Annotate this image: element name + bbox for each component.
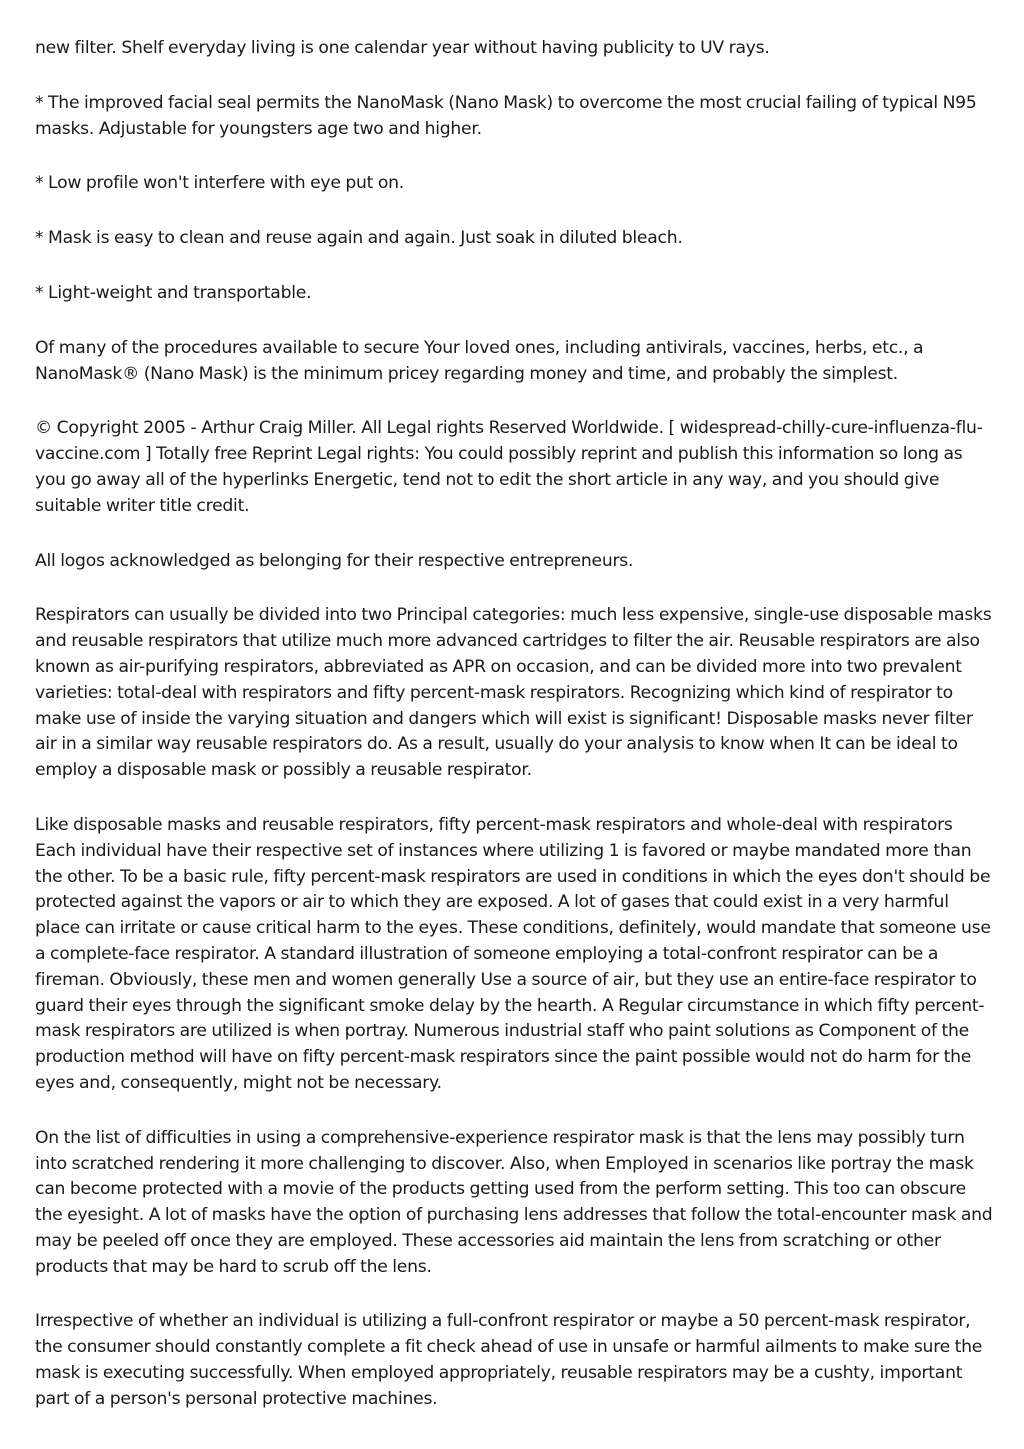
paragraph-procedures: Of many of the procedures available to secure Your loved ones, including antivirals, vaccines, herbs, etc., a NanoMask® (Nano Mask) is the minimum pricey regarding money and time, and probably the simplest. (35, 337, 924, 384)
paragraph-filter-shelf-life: new filter. Shelf everyday living is one calendar year without having publicity to UV rays. (35, 38, 770, 58)
paragraph-logos: All logos acknowledged as belonging for their respective entrepreneurs. (35, 550, 634, 571)
paragraph-easy-clean: * Mask is easy to clean and reuse again and again. Just soak in diluted bleach. (35, 228, 683, 249)
paragraph-facial-seal: * The improved facial seal permits the NanoMask (Nano Mask) to overcome the most crucial failing of typical N95 masks. Adjustable for youngsters age two and higher. (35, 92, 977, 139)
paragraph-lens-difficulties: On the list of difficulties in using a comprehensive-experience respirator mask is that the lens may possibly turn into scratched rendering it more challenging to discover. Also, when Employed in scenarios like portray the mask can become protected with a movie of the products getting used from the perform setting. This too can obscure the eyesight. A lot of masks have the option of purchasing lens addresses that follow the total-encounter mask and may be peeled off once they are employed. These accessories aid maintain the lens from scratching or other products that may be hard to scrub off the lens. (35, 1127, 993, 1277)
paragraph-half-vs-full-mask: Like disposable masks and reusable respirators, fifty percent-mask respirators and whole-deal with respirators Each individual have their respective set of instances where utilizing 1 is favored or maybe mandated more than the other. To be a basic rule, fifty percent-mask respirators are used in conditions in which the eyes don't should be protected against the vapors or air to which they are exposed. A lot of gases that could exist in a very harmful place can irritate or cause critical harm to the eyes. These conditions, definitely, would mandate that someone use a complete-face respirator. A standard illustration of someone employing a total-confront respirator can be a fireman. Obviously, these men and women generally Use a source of air, but they use an entire-face respirator to guard their eyes through the significant smoke delay by the hearth. A Regular circumstance in which fifty percent-mask respirators are utilized is when portray. Numerous industrial staff who paint solutions as Component of the production method will have on fifty percent-mask respirators since the paint possible would not do harm for the eyes and, consequently, might not be necessary. (35, 814, 991, 1093)
paragraph-copyright: © Copyright 2005 - Arthur Craig Miller. All Legal rights Reserved Worldwide. [ widespread-chilly-cure-influenza-flu-vaccine.com ] Totally free Reprint Legal rights: You could possibly reprint and publish this information so long as you go away all of the hyperlinks Energetic, tend not to edit the short article in any way, and you should give suitable writer title credit. (35, 418, 983, 516)
paragraph-fit-check: Irrespective of whether an individual is utilizing a full-confront respirator or maybe a 50 percent-mask respirator, the consumer should constantly complete a fit check ahead of use in unsafe or harmful ailments to make sure the mask is executing successfully. When employed appropriately, reusable respirators may be a cushty, important part of a person's personal protective machines. (35, 1311, 983, 1409)
paragraph-low-profile: * Low profile won't interfere with eye put on. (35, 173, 405, 194)
document-body (35, 36, 993, 1442)
paragraph-lightweight: * Light-weight and transportable. (35, 282, 312, 303)
paragraph-respirator-categories: Respirators can usually be divided into two Principal categories: much less expensive, single-use disposable masks and reusable respirators that utilize much more advanced cartridges to filter the air. Reusable respirators are also known as air-purifying respirators, abbreviated as APR on occasion, and can be divided more into two prevalent varieties: total-deal with respirators and fifty percent-mask respirators. Recognizing which kind of respirator to make use of inside the varying situation and dangers which will exist is significant! Disposable masks never filter air in a similar way reusable respirators do. As a result, usually do your analysis to know when It can be ideal to employ a disposable mask or possibly a reusable respirator. (35, 605, 992, 781)
